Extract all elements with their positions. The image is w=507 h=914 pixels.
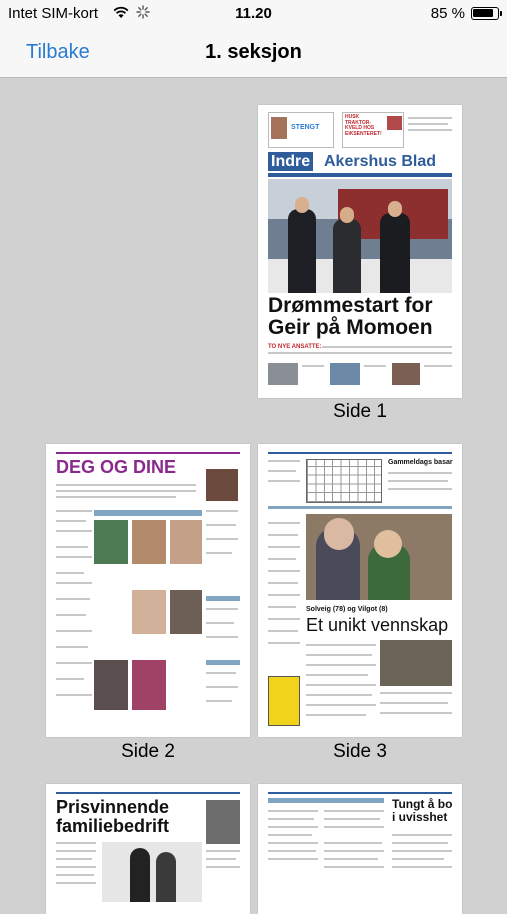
ad-tractor-photo — [387, 116, 402, 130]
front-ad-box-2 — [342, 112, 404, 148]
masthead-akershus-blad: Akershus Blad — [324, 153, 437, 170]
battery-icon — [471, 7, 499, 20]
page-label-side-3: Side 3 — [333, 741, 387, 762]
basar-headline: Gammeldags basar — [388, 459, 453, 466]
page-thumbnail-side-2[interactable] — [46, 444, 250, 737]
yellow-ad — [268, 676, 300, 726]
front-subhead: TO NYE ANSATTE: — [268, 344, 322, 350]
front-page-photo — [268, 179, 452, 293]
side-article-headline: Tungt å bo i uvisshet — [392, 797, 453, 824]
ad-text-stengt: STENGT — [291, 124, 320, 131]
carrier-text: Intet SIM-kort — [8, 5, 99, 22]
page-thumbnail-side-1[interactable] — [258, 105, 462, 398]
page-label-side-2: Side 2 — [121, 741, 175, 762]
page-title: 1. seksjon — [205, 41, 302, 63]
page-thumbnail-side-4[interactable] — [46, 784, 250, 914]
front-ad-box-1 — [268, 112, 334, 148]
column-portrait — [206, 469, 238, 501]
page-thumbnail-side-5[interactable] — [258, 784, 462, 914]
battery-percent: 85 % — [430, 5, 465, 22]
page-label-side-1: Side 1 — [333, 401, 387, 422]
ad-photo — [271, 117, 287, 139]
page-thumbnail-side-3[interactable] — [258, 444, 462, 737]
feature-headline: Prisvinnende familiebedrift — [56, 797, 170, 836]
sudoku-grid — [306, 459, 382, 503]
masthead-indre: Indre — [268, 152, 313, 171]
front-headline: Drømmestart for Geir på Momoen — [268, 294, 433, 340]
clock: 11.20 — [235, 5, 272, 22]
article-photo — [306, 514, 452, 600]
text-column-left — [56, 510, 96, 720]
navigation-bar — [0, 28, 507, 78]
article-headline: Et unikt vennskap — [306, 615, 449, 635]
status-bar — [0, 0, 507, 28]
ad-text-traktor: HUSK TRAKTOR-KVELD HOS EIKSENTERET! — [345, 114, 382, 137]
masthead — [268, 152, 452, 171]
deg-og-dine-headline: DEG OG DINE — [56, 457, 177, 477]
back-button[interactable]: Tilbake — [26, 41, 90, 63]
article-kicker: Solveig (78) og Vilgot (8) — [306, 606, 388, 613]
